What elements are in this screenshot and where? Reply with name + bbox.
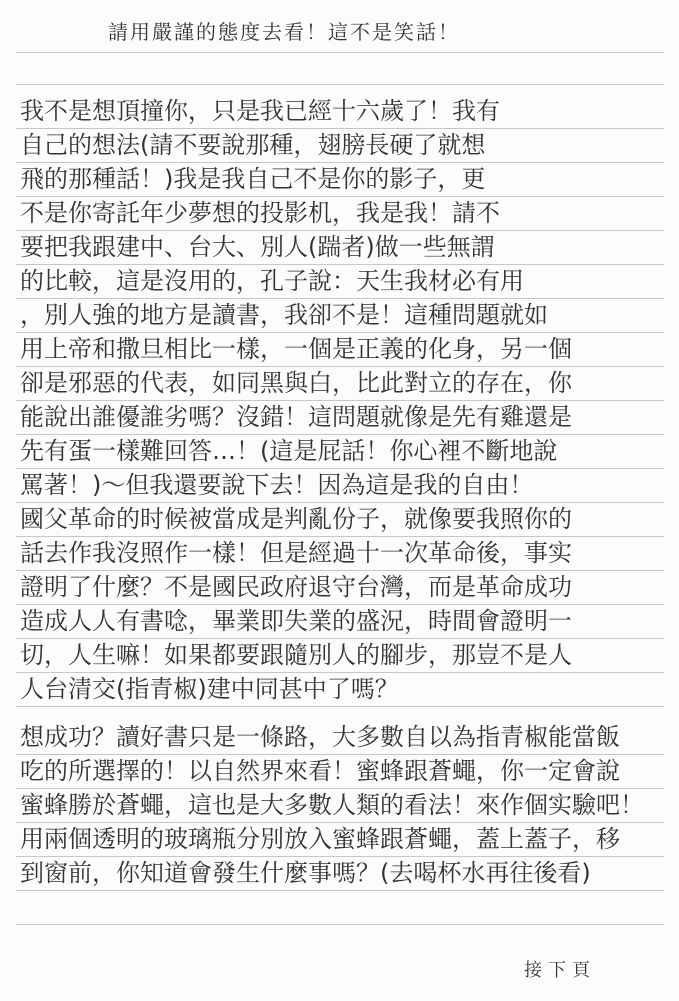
ruled-line (16, 856, 664, 857)
paragraph-1-line-1: 我不是想頂撞你，只是我已經十六歲了！我有 (20, 97, 500, 125)
paragraph-3-line-3: 蜜蜂勝於蒼蠅，這也是大多數人類的看法！來作個实驗吧！ (20, 791, 644, 819)
ruled-line (16, 400, 664, 401)
paragraph-2-line-1: 國父革命的时候被當成是判亂份子，就像要我照你的 (20, 505, 572, 533)
ruled-line (16, 264, 664, 265)
paragraph-2-line-2: 話去作我沒照作一樣！但是經過十一次革命後，事实 (20, 539, 572, 567)
paragraph-1-line-3: 飛的那種話！)我是我自己不是你的影子，更 (20, 165, 486, 193)
ruled-line (16, 754, 664, 755)
ruled-line (16, 822, 664, 823)
ruled-line (16, 570, 664, 571)
ruled-line (16, 84, 664, 85)
ruled-line (16, 924, 664, 925)
ruled-line (16, 434, 664, 435)
paragraph-1-line-6: 的比較，這是沒用的，孔子說：天生我材必有用 (20, 267, 524, 295)
ruled-line (16, 366, 664, 367)
paragraph-3-line-5: 到窗前，你知道會發生什麼事嗎？(去喝杯水再往後看) (20, 859, 591, 887)
paragraph-2-line-6: 人台清交(指青椒)建中同甚中了嗎？ (20, 675, 399, 703)
ruled-line (16, 128, 664, 129)
ruled-line (16, 196, 664, 197)
ruled-line (16, 332, 664, 333)
paragraph-2-line-5: 切，人生嘛！如果都要跟隨別人的腳步，那豈不是人 (20, 641, 572, 669)
page-title: 請用嚴謹的態度去看！這不是笑話！ (108, 20, 460, 44)
paragraph-1-line-12: 罵著！)～但我還要說下去！因為這是我的自由！ (20, 471, 534, 499)
paragraph-1-line-7: ，別人強的地方是讀書，我卻不是！這種問題就如 (20, 301, 548, 329)
paragraph-1-line-8: 用上帝和撒旦相比一樣，一個是正義的化身，另一個 (20, 335, 572, 363)
paragraph-3-line-2: 吃的所選擇的！以自然界來看！蜜蜂跟蒼蠅，你一定會說 (20, 757, 620, 785)
paragraph-1-line-10: 能說出誰優誰劣嗎？沒錯！這問題就像是先有雞還是 (20, 403, 572, 431)
ruled-line (16, 672, 664, 673)
ruled-line (16, 536, 664, 537)
ruled-line (16, 890, 664, 891)
ruled-line (16, 230, 664, 231)
paragraph-3-line-4: 用兩個透明的玻璃瓶分別放入蜜蜂跟蒼蠅，蓋上蓋子，移 (20, 825, 620, 853)
paragraph-1-line-4: 不是你寄託年少夢想的投影机，我是我！請不 (20, 199, 500, 227)
ruled-line (16, 162, 664, 163)
paragraph-2-line-4: 造成人人有書唸，畢業即失業的盛況，時間會證明一 (20, 607, 572, 635)
paragraph-2-line-3: 證明了什麼？不是國民政府退守台灣，而是革命成功 (20, 573, 572, 601)
ruled-line (16, 788, 664, 789)
ruled-line (16, 706, 664, 707)
paragraph-1-line-11: 先有蛋一樣難回答…！(這是屁話！你心裡不斷地說 (20, 437, 558, 465)
ruled-line (16, 298, 664, 299)
paragraph-3-line-1: 想成功？讀好書只是一條路，大多數自以為指青椒能當飯 (20, 723, 620, 751)
ruled-line (16, 52, 664, 53)
ruled-line (16, 502, 664, 503)
continued-note: 接下頁 (524, 960, 596, 981)
ruled-line (16, 638, 664, 639)
ruled-line (16, 468, 664, 469)
paragraph-1-line-5: 要把我跟建中、台大、別人(踹者)做一些無謂 (20, 233, 495, 261)
paragraph-1-line-2: 自己的想法(請不要說那種，翅膀長硬了就想 (20, 131, 486, 159)
ruled-line (16, 604, 664, 605)
paragraph-1-line-9: 卻是邪惡的代表，如同黑與白，比此對立的存在，你 (20, 369, 572, 397)
